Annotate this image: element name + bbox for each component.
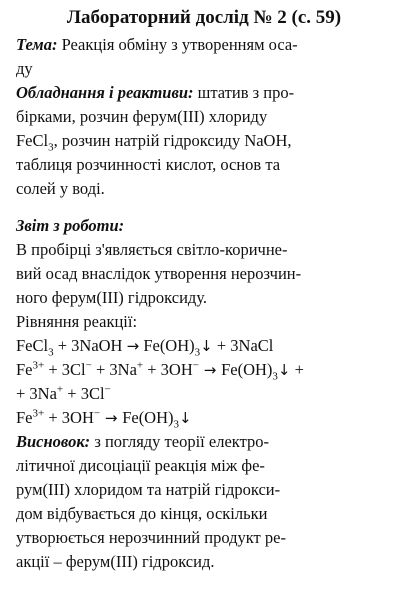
conclusion-text-5: утворюється нерозчинний продукт ре-	[16, 528, 286, 547]
conclusion-text-2: літичної дисоціації реакція між фе-	[16, 456, 265, 475]
topic-label: Тема:	[16, 35, 58, 54]
equation-short-ionic: $Fe^{3+} + 3OH^-$ → $Fe(OH)_3↓$	[16, 407, 192, 431]
topic-section	[16, 33, 392, 81]
precipitate-arrow-icon: ↓	[200, 337, 213, 355]
equipment-text-4: таблиця розчинності кислот, основ та	[16, 155, 281, 174]
equation-molecular: FeCl$_3$ + 3NaOH → $Fe(OH)_3↓$ + 3NaCl	[16, 336, 274, 359]
reaction-arrow-icon: →	[198, 361, 222, 379]
equation-label: Рівняння реакції:	[16, 312, 138, 331]
conclusion-text-1: з погляду теорії електро-	[90, 432, 269, 451]
precipitate-arrow-icon: ↓	[277, 361, 291, 379]
report-section	[16, 214, 392, 430]
report-text-1: В пробірці з'являється світло-коричне-	[16, 240, 288, 259]
reaction-arrow-icon: →	[126, 337, 140, 355]
precipitate-arrow-icon: ↓	[179, 409, 192, 427]
equipment-text-5: солей у воді.	[16, 179, 105, 198]
equation-full-ionic-2: + 3Na+ + 3Cl−	[16, 383, 111, 403]
topic-text-2: ду	[16, 59, 33, 78]
conclusion-text-3: рум(III) хлоридом та натрій гідрокси-	[16, 480, 281, 499]
conclusion-text-6: акції – ферум(III) гідроксид.	[16, 552, 215, 571]
report-text-3: ного ферум(III) гідроксиду.	[16, 288, 208, 307]
equipment-text-1: штатив з про-	[193, 83, 295, 102]
equation-full-ionic-1: $Fe^{3+} + 3Cl^- + 3Na^+ + 3OH^-$ → $Fe(OH)_3↓$ +	[16, 359, 304, 383]
topic-text-1: Реакція обміну з утворенням оса-	[57, 35, 298, 54]
equipment-text-3: FeCl$_3$, розчин натрій гідроксиду NaOH,	[16, 131, 292, 154]
conclusion-section	[16, 430, 392, 574]
report-text-2: вий осад внаслідок утворення нерозчин-	[16, 264, 302, 283]
conclusion-label: Висновок:	[16, 432, 91, 451]
page-title: Лабораторний дослід № 2 (с. 59)	[66, 7, 342, 28]
equipment-section	[16, 81, 392, 201]
conclusion-text-4: дом відбувається до кінця, оскільки	[16, 504, 268, 523]
equipment-label: Обладнання і реактиви:	[16, 83, 194, 102]
equipment-text-2: бірками, розчин ферум(III) хлориду	[16, 107, 268, 126]
reaction-arrow-icon: →	[100, 409, 123, 427]
report-label: Звіт з роботи:	[16, 216, 125, 235]
